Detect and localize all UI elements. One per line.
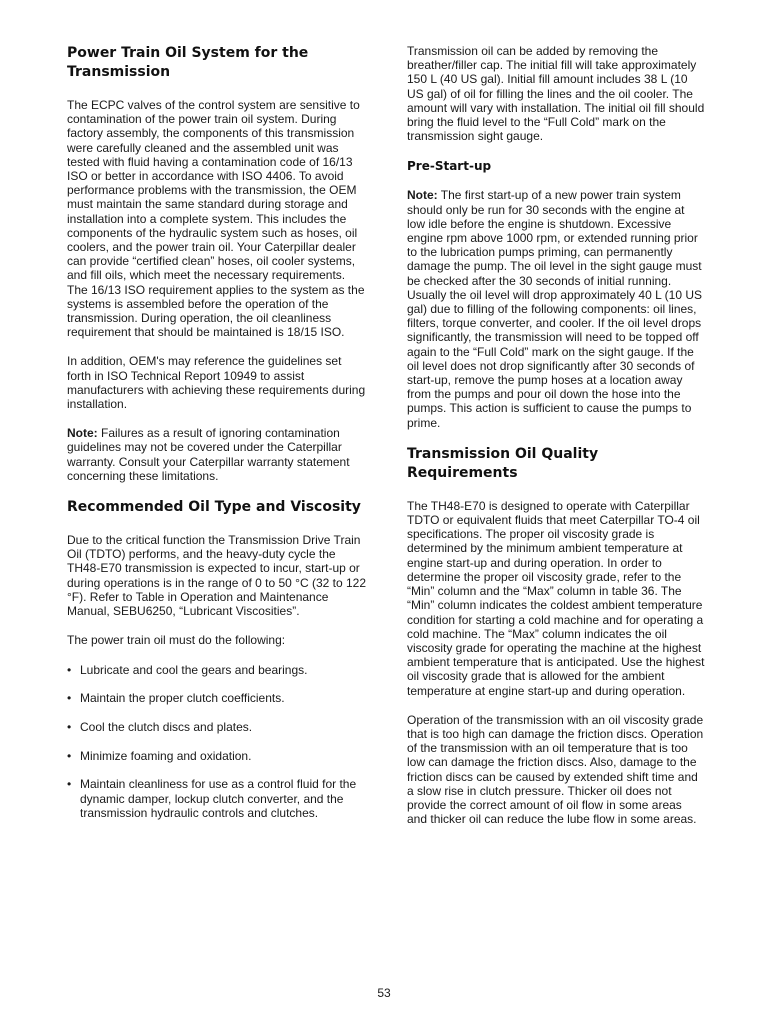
note-label: Note:	[67, 426, 98, 441]
list-item: • Maintain cleanliness for use as a control fluid for the dynamic damper, lockup clutch converter, and the transmission hydraulic controls and clutches.	[67, 777, 367, 820]
paragraph: Due to the critical function the Transmission Drive Train Oil (TDTO) performs, and the heavy-duty cycle the TH48-E70 transmission is expected to incur, start-up or during operations is in the range of 0 to 50 °C (32 to 122 °F). Refer to Table in Operation and Maintenance Manual, SEBU6250, “Lubricant Viscosities”.	[67, 533, 366, 619]
note-text: The first start-up of a new power train system should only be run for 30 seconds with the engine at low idle before the engine is shutdown. Excessive engine rpm above 1000 rpm, or extended running prior to the lubrication pumps priming, can permanently damage the pump. The oil level in the sight gauge must be checked after the 30 seconds of initial running. Usually the oil level will drop approximately 40 L (10 US gal) due to filling of the following components: oil lines, filters, torque converter, and cooler. If the oil level drops significantly, the transmission will need to be topped off again to the “Full Cold” mark on the sight gauge. If the oil level does not drop significantly after 30 seconds of start-up, remove the pump hoses at a location away from the pumps and pour oil down the hose into the pumps. This action is sufficient to cause the pumps to prime.	[407, 188, 703, 430]
paragraph: The ECPC valves of the control system are sensitive to contamination of the power train oil system. During factory assembly, the components of this transmission were carefully cleaned and the assembled unit was tested with fluid having a contamination code of 16/13 ISO or better in accordance with ISO 4406. To avoid performance problems with the transmission, the OEM must maintain the same standard during storage and installation into a complete system. This includes the components of the hydraulic system such as hoses, oil coolers, and the power train oil. Your Caterpillar dealer can provide “certified clean” hoses, oil cooler systems, and fill oils, which meet the necessary requirements. The 16/13 ISO requirement applies to the system as the systems is assembled before the operation of the transmission. During operation, the oil cleanliness requirement that should be maintained is 18/15 ISO.	[67, 98, 365, 340]
left-column	[67, 44, 367, 834]
subheading-pre-start-up: Pre-Start-up	[407, 159, 492, 174]
paragraph: Transmission oil can be added by removing the breather/filler cap. The initial fill will take approximately 150 L (40 US gal). Initial fill amount includes 38 L (10 US gal) of oil for filling the lines and the oil cooler. The amount will vary with installation. The initial oil fill should bring the fluid level to the “Full Cold” mark on the transmission sight gauge.	[407, 44, 705, 144]
paragraph: The TH48-E70 is designed to operate with Caterpillar TDTO or equivalent fluids that meet Caterpillar TO-4 oil specifications. The proper oil viscosity grade is determined by the minimum ambient temperature at engine start-up and during operation. In order to determine the proper oil viscosity grade, refer to the “Min” column and the “Max” column in table 36. The “Min” column indicates the coldest ambient temperature condition for starting a cold machine and for operating a cold machine. The “Max” column indicates the oil viscosity grade for operating the machine at the highest ambient temperature that is anticipated. Use the highest oil viscosity grade that is allowed for the ambient temperature at engine start-up and during operation.	[407, 498, 705, 698]
section-heading-oil-quality: Transmission Oil Quality Requirements	[407, 445, 599, 481]
list-item: • Maintain the proper clutch coefficients.	[67, 691, 367, 705]
list-item: • Cool the clutch discs and plates.	[67, 720, 367, 734]
paragraph: Operation of the transmission with an oil viscosity grade that is too high can damage the friction discs. Operation of the transmission with an oil temperature that is too low can damage the friction discs. Also, damage to the friction discs can be caused by extended shift time and a slow rise in clutch pressure. Thicker oil does not provide the correct amount of oil flow in some areas and thicker oil can reduce the lube flow in some areas.	[407, 712, 704, 827]
right-column	[407, 44, 705, 841]
note-text: Failures as a result of ignoring contamination guidelines may not be covered under the Caterpillar warranty. Consult your Caterpillar warranty statement concerning these limitations.	[67, 426, 350, 483]
note-label: Note:	[407, 188, 438, 203]
section-heading-power-train-oil: Power Train Oil System for the Transmission	[67, 45, 309, 80]
list-item: • Lubricate and cool the gears and bearings.	[67, 663, 367, 677]
note-paragraph	[67, 426, 367, 483]
page-number: 53	[377, 986, 391, 1000]
paragraph: The power train oil must do the following:	[67, 633, 286, 648]
list-item: • Minimize foaming and oxidation.	[67, 749, 367, 763]
paragraph: In addition, OEM's may reference the guidelines set forth in ISO Technical Report 10949 to assist manufacturers with achieving these requirements during installation.	[67, 354, 366, 412]
section-heading-oil-type: Recommended Oil Type and Viscosity	[67, 499, 361, 516]
bullet-list	[67, 663, 367, 820]
note-paragraph	[407, 188, 705, 429]
